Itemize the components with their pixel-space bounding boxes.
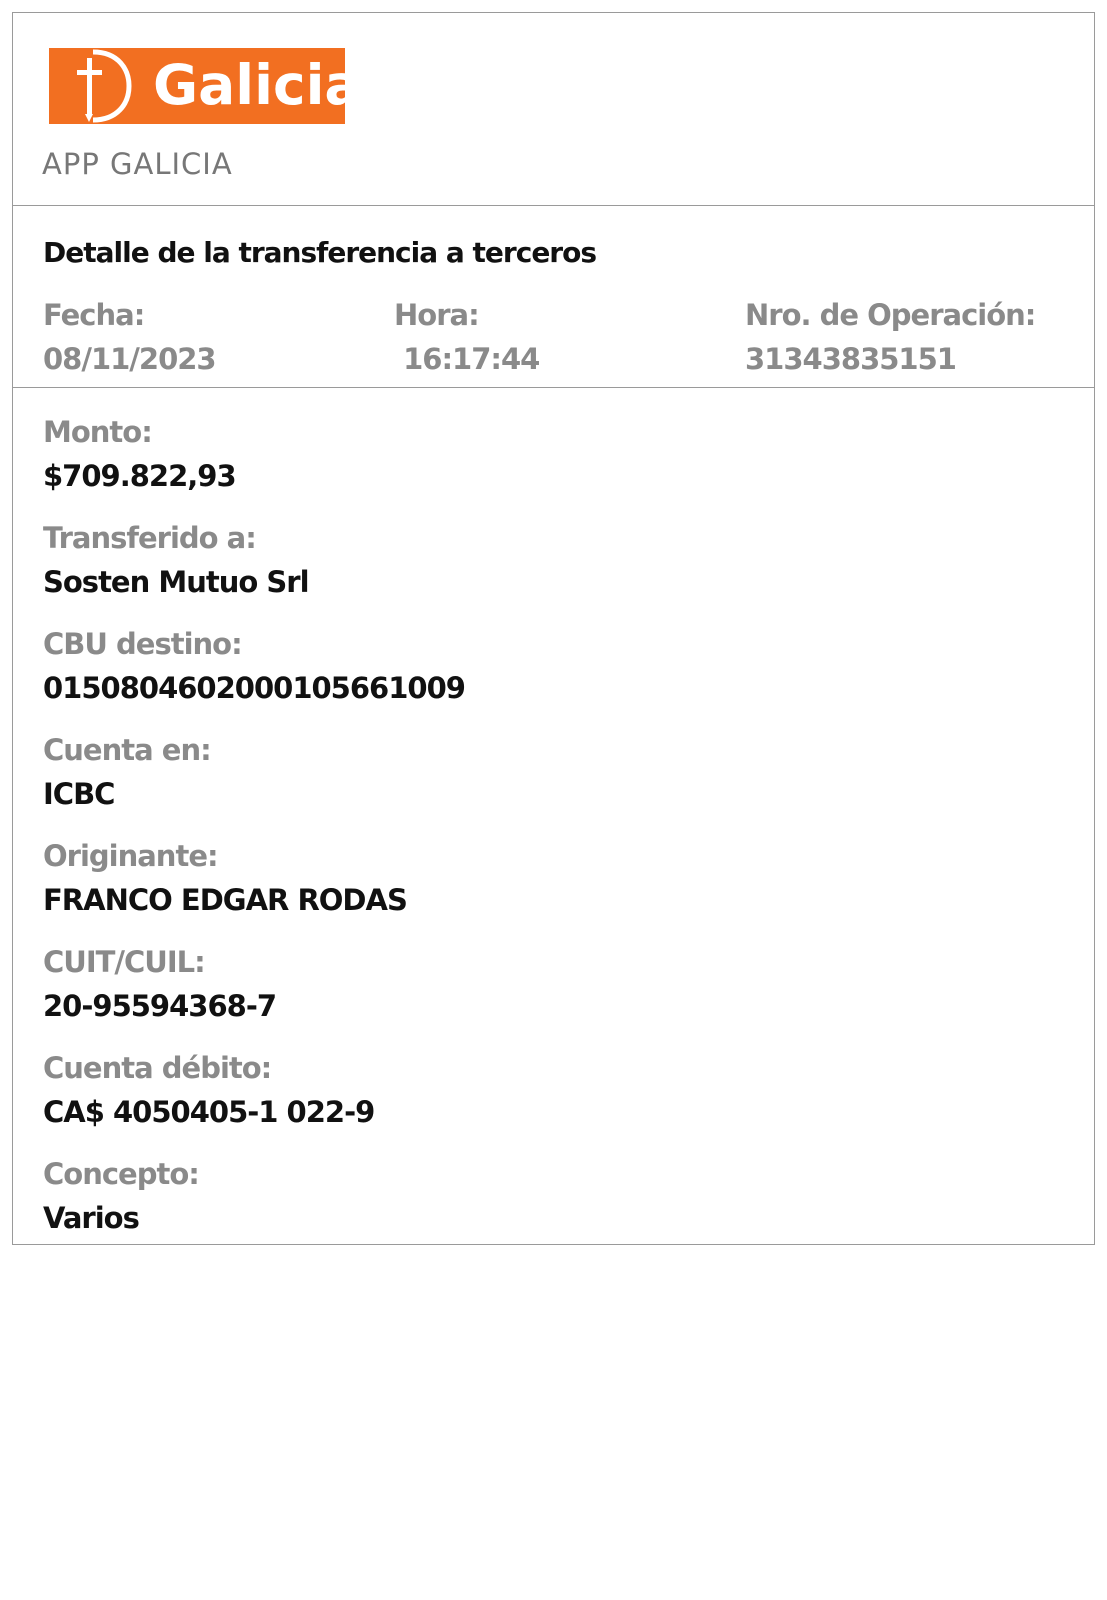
debit-account-value: CA$ 4050405-1 022-9 [43, 1095, 375, 1129]
recipient-label: Transferido a: [43, 521, 256, 555]
concept-field [43, 1155, 465, 1261]
detail-title: Detalle de la transferencia a terceros [43, 236, 597, 269]
debit-account-label: Cuenta débito: [43, 1051, 272, 1085]
transfer-receipt [12, 12, 1095, 1245]
transfer-details [43, 413, 465, 1261]
originator-field [43, 837, 465, 943]
debit-account-field [43, 1049, 465, 1155]
originator-value: FRANCO EDGAR RODAS [43, 883, 407, 917]
time-label: Hora: [394, 298, 479, 332]
date-value: 08/11/2023 [43, 342, 216, 376]
brand-name: Galicia [153, 53, 362, 117]
concept-value: Varios [43, 1201, 139, 1235]
transfer-meta [13, 206, 1094, 388]
receipt-header [13, 13, 1094, 206]
cuit-field [43, 943, 465, 1049]
operation-block [745, 296, 1035, 378]
time-value: 16:17:44 [394, 342, 540, 376]
cbu-label: CBU destino: [43, 627, 242, 661]
recipient-field [43, 519, 465, 625]
cuit-label: CUIT/CUIL: [43, 945, 205, 979]
bank-label: Cuenta en: [43, 733, 211, 767]
operation-number-label: Nro. de Operación: [745, 298, 1036, 332]
date-label: Fecha: [43, 298, 145, 332]
operation-number-value: 31343835151 [745, 342, 956, 376]
amount-field [43, 413, 465, 519]
concept-label: Concepto: [43, 1157, 199, 1191]
app-label: APP GALICIA [42, 147, 233, 181]
galicia-logo [49, 48, 362, 124]
cuit-value: 20-95594368-7 [43, 989, 277, 1023]
date-block [43, 296, 216, 378]
cbu-value: 0150804602000105661009 [43, 671, 465, 705]
recipient-value: Sosten Mutuo Srl [43, 565, 309, 599]
originator-label: Originante: [43, 839, 218, 873]
time-block [394, 296, 539, 378]
cbu-field [43, 625, 465, 731]
bank-value: ICBC [43, 777, 115, 811]
amount-label: Monto: [43, 415, 152, 449]
bank-field [43, 731, 465, 837]
amount-value: $709.822,93 [43, 459, 236, 493]
